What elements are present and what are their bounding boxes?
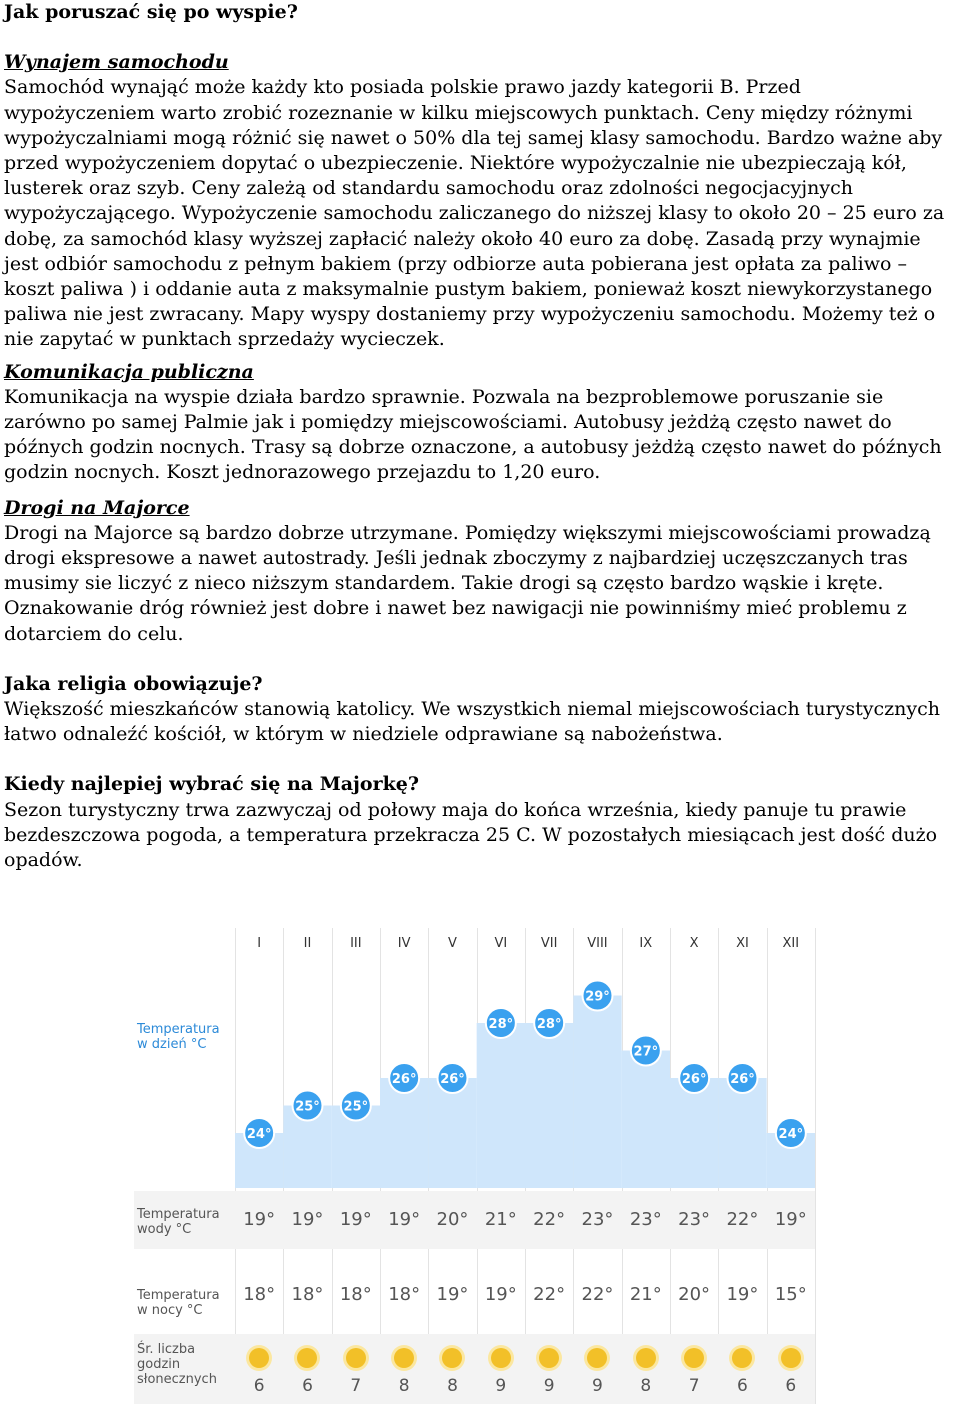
roads-heading: Drogi na Majorce [4, 496, 190, 519]
day-temp-bar [525, 1023, 573, 1188]
sun-hours-value: 6 [302, 1376, 313, 1396]
day-temp-value: 28° [536, 1017, 562, 1032]
water-temp-value: 19° [339, 1209, 372, 1230]
night-temp-value: 21° [629, 1284, 662, 1305]
main-heading: Jak poruszać się po wyspie? [4, 1, 298, 23]
day-temp-bar [622, 1051, 670, 1189]
religion-text: Większość mieszkańców stanowią katolicy. We wszystkich niemal miejscowościach turystycznych łatwo odnaleźć kościół, w którym w niedziele odprawiane są nabożeństwa. [4, 698, 941, 746]
day-temp-label [137, 1022, 220, 1052]
day-temp-bar [718, 1078, 766, 1188]
sun-hours-value: 9 [495, 1376, 507, 1396]
water-temp-value: 21° [484, 1209, 517, 1230]
sun-hours-label [137, 1342, 217, 1387]
sun-icon [684, 1348, 704, 1368]
sun-hours-cell [573, 1346, 621, 1396]
day-temp-value: 25° [295, 1099, 320, 1115]
when-heading: Kiedy najlepiej wybrać się na Majorkę? [4, 773, 419, 796]
night-temp-value: 18° [291, 1284, 324, 1305]
sun-hours-value: 6 [785, 1376, 797, 1396]
roads-text: Drogi na Majorce są bardzo dobrze utrzymane. Pomiędzy większymi miejscowościami prowadzą drogi ekspresowe a nawet autostrady. Jeśli jednak zboczymy z najbardziej uczęszczanych tras musimy sie liczyć z nieco niższym standardem. Takie drogi są często bardzo wąskie i kręte. Oznakowanie dróg również jest dobre i nawet bez nawigacji nie powinniśmy mieć problemu z dotarciem do celu. [4, 521, 931, 645]
climate-table [134, 928, 815, 1404]
sun-hours-cell [525, 1346, 573, 1396]
day-temp-label-line2: w dzień °C [137, 1037, 207, 1052]
sun-icon [442, 1348, 462, 1368]
sun-hours-label-line3: słonecznych [137, 1372, 217, 1387]
sun-hours-value: 6 [253, 1376, 265, 1396]
sun-hours-cell [477, 1346, 525, 1396]
sun-hours-label-line1: Śr. liczba [137, 1342, 196, 1357]
religion-heading: Jaka religia obowiązuje? [4, 672, 263, 695]
sun-hours-value: 9 [592, 1376, 603, 1396]
month-header [235, 928, 815, 960]
night-temp-label-line1: Temperatura [137, 1288, 220, 1303]
day-temp-value: 27° [633, 1044, 659, 1060]
sun-hours-cell [332, 1346, 380, 1396]
month-label: II [303, 936, 312, 951]
sun-hours-value: 6 [737, 1376, 748, 1396]
water-temp-value: 22° [533, 1209, 566, 1230]
day-temp-label-line1: Temperatura [137, 1022, 220, 1037]
sun-hours-cell [670, 1346, 718, 1396]
water-temp-value: 20° [436, 1209, 469, 1230]
day-temp-value: 28° [488, 1017, 514, 1032]
sun-hours-label-line2: godzin [137, 1357, 181, 1372]
day-temp-value: 26° [730, 1072, 755, 1087]
sun-hours-value: 8 [640, 1376, 652, 1396]
sun-hours-cell [283, 1346, 331, 1396]
night-temp-value: 18° [243, 1284, 276, 1305]
month-label: IV [397, 936, 411, 951]
water-temp-value: 23° [581, 1209, 614, 1230]
sun-icon [249, 1348, 269, 1368]
night-temp-value: 19° [726, 1284, 759, 1305]
sun-hours-cell [235, 1346, 283, 1396]
water-temp-value: 19° [291, 1209, 324, 1230]
sun-hours-value: 9 [543, 1376, 555, 1396]
sun-hours-cell [428, 1346, 476, 1396]
sun-hours-value: 7 [688, 1376, 700, 1396]
night-temp-label-line2: w nocy °C [137, 1303, 203, 1318]
day-temp-value: 24° [778, 1127, 804, 1142]
day-temp-value: 29° [585, 989, 610, 1005]
car-rental-heading: Wynajem samochodu [4, 51, 229, 74]
sun-icon [394, 1348, 414, 1368]
day-temp-bar [477, 1023, 525, 1188]
water-temp-label [137, 1207, 220, 1237]
night-temp-row [235, 1284, 815, 1305]
night-temp-value: 15° [774, 1284, 807, 1305]
night-temp-value: 22° [581, 1284, 614, 1305]
sun-hours-cell [718, 1346, 766, 1396]
grid-line [815, 928, 816, 1404]
day-temp-value: 26° [440, 1072, 465, 1087]
car-rental-text: Samochód wynająć może każdy kto posiada polskie prawo jazdy kategorii B. Przed wypożyczeniem warto zrobić rozeznanie w kilku miejscowych punktach. Ceny między różnymi wypożyczalniami mogą różnić się nawet o 50% dla tej samej klasy samochodu. Bardzo ważne aby przed wypożyczeniem dopytać o ubezpieczenie. Niektóre wypożyczalnie nie ubezpieczają kół, lusterek oraz szyb. Ceny zależą od standardu samochodu oraz zdolności negocjacyjnych wypożyczającego. Wypożyczenie samochodu zaliczanego do niższej klasy to około 20 – 25 euro za dobę, za samochód klasy wyższej zapłacić należy około 40 euro za dobę. Zasadą przy wynajmie jest odbiór samochodu z pełnym bakiem (przy odbiorze auta pobierana jest opłata za paliwo – koszt paliwa ) i oddanie auta z maksymalnie pustym bakiem, ponieważ koszt niewykorzystanego paliwa nie jest zwracany. Mapy wyspy dostaniemy przy wypożyczeniu samochodu. Możemy też o nie zapytać w punktach sprzedaży wycieczek. [4, 76, 945, 351]
sun-icon [732, 1348, 752, 1368]
sun-icon [636, 1348, 656, 1368]
water-temp-value: 23° [629, 1209, 662, 1230]
day-temperature-chart [235, 928, 815, 1188]
public-transport-text: Komunikacja na wyspie działa bardzo sprawnie. Pozwala na bezproblemowe poruszanie sie zarówno po samej Palmie jak i pomiędzy miejscowościami. Autobusy jeżdżą często nawet do późnych godzin nocnych. Trasy są dobrze oznaczone, a autobusy jeżdżą często nawet do późnych godzin nocnych. Koszt jednorazowego przejazdu to 1,20 euro. [4, 385, 942, 484]
night-temp-value: 18° [388, 1284, 421, 1305]
sun-icon [346, 1348, 366, 1368]
sun-icon [297, 1348, 317, 1368]
water-temp-value: 19° [774, 1209, 807, 1230]
sun-hours-value: 8 [447, 1376, 458, 1396]
water-temp-value: 23° [678, 1209, 711, 1230]
public-transport-heading: Komunikacja publiczna [4, 360, 254, 383]
day-temp-value: 25° [343, 1099, 369, 1115]
day-temp-value: 26° [681, 1072, 707, 1087]
month-label: VIII [587, 936, 608, 951]
night-temp-label [137, 1288, 220, 1318]
sun-hours-value: 7 [350, 1376, 362, 1396]
month-label: X [689, 936, 699, 951]
sun-hours-cell [622, 1346, 670, 1396]
water-temp-value: 19° [388, 1209, 421, 1230]
day-temp-bar [428, 1078, 476, 1188]
month-label: III [350, 936, 362, 951]
sun-icon [491, 1348, 511, 1368]
water-temp-label-line1: Temperatura [137, 1207, 220, 1222]
month-label: V [448, 936, 457, 951]
night-temp-value: 18° [339, 1284, 372, 1305]
night-temp-value: 19° [436, 1284, 469, 1305]
sun-hours-cell [380, 1346, 428, 1396]
sun-icon [539, 1348, 559, 1368]
day-temp-bar [670, 1078, 718, 1188]
sun-hours-value: 8 [398, 1376, 410, 1396]
water-temp-value: 19° [243, 1209, 276, 1230]
water-temp-value: 22° [726, 1209, 759, 1230]
article [4, 0, 956, 873]
sun-icon [781, 1348, 801, 1368]
month-label: I [257, 936, 262, 951]
month-label: VI [494, 936, 508, 951]
month-label: XI [736, 936, 749, 951]
month-label: XII [782, 936, 800, 951]
water-temp-label-line2: wody °C [137, 1222, 192, 1237]
sun-hours-row [235, 1346, 815, 1396]
day-temp-value: 24° [246, 1127, 272, 1142]
month-label: VII [540, 936, 558, 951]
day-temp-value: 26° [391, 1072, 417, 1087]
when-text: Sezon turystyczny trwa zazwyczaj od połowy maja do końca września, kiedy panuje tu prawie bezdeszczowa pogoda, a temperatura przekracza 25 C. W pozostałych miesiącach jest dość dużo opadów. [4, 798, 938, 872]
night-temp-value: 22° [533, 1284, 566, 1305]
month-label: IX [639, 936, 653, 951]
sun-icon [587, 1348, 607, 1368]
water-temp-row [235, 1209, 815, 1230]
night-temp-value: 20° [678, 1284, 711, 1305]
day-temp-bar [380, 1078, 428, 1188]
night-temp-value: 19° [484, 1284, 517, 1305]
day-temp-bar [573, 996, 621, 1189]
sun-hours-cell [767, 1346, 815, 1396]
